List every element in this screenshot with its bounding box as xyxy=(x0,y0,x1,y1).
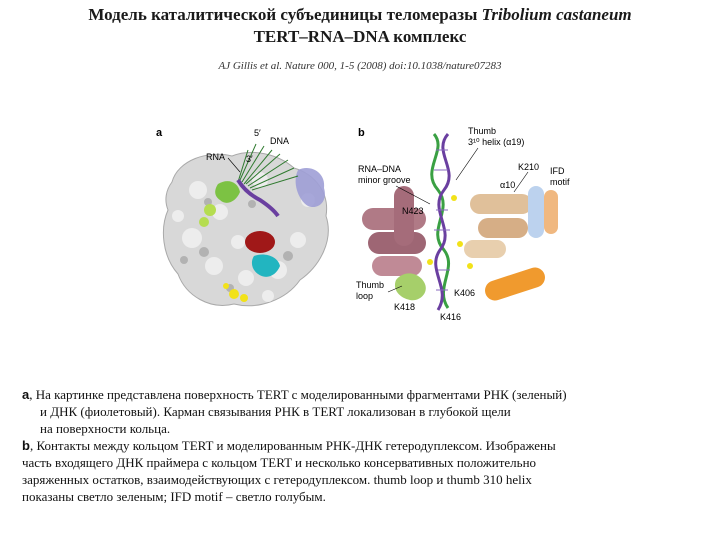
slide-title xyxy=(0,4,720,48)
label-ifd: IFD xyxy=(550,166,565,176)
panel-a xyxy=(156,127,328,306)
title-line-2: TERT–RNA–DNA комплекс xyxy=(253,27,467,46)
label-n423: N423 xyxy=(402,206,424,216)
panel-b-label: b xyxy=(358,127,365,139)
panel-a-label: a xyxy=(156,127,163,139)
caption-b-text: , Контакты между кольцом TERT и моделированным РНК-ДНК гетеродуплексом. Изображены xyxy=(29,438,556,453)
protein-structure-figure xyxy=(148,120,588,330)
label-3prime: 3′ xyxy=(246,154,253,164)
caption-a-text: , На картинке представлена поверхность TERT с моделированными фрагментами РНК (зеленый) xyxy=(29,387,567,402)
label-minor-groove: minor groove xyxy=(358,175,411,185)
label-thumb-loop: Thumb xyxy=(356,280,385,290)
caption-b-line-1 xyxy=(22,437,702,454)
label-k210: K210 xyxy=(518,162,540,172)
ifd-adjacent-helix xyxy=(544,190,558,234)
rna-binding-pocket xyxy=(245,231,275,253)
mauve-helices xyxy=(362,186,426,276)
label-k418: K418 xyxy=(394,302,416,312)
ifd-motif xyxy=(528,186,544,238)
label-rna-dna: RNA–DNA xyxy=(358,164,402,174)
label-5prime: 5′ xyxy=(254,128,261,138)
caption-b-line-2: часть входящего ДНК праймера с кольцом TERT и несколько консервативных положительно xyxy=(22,455,537,470)
title-species: Tribolium castaneum xyxy=(481,5,632,24)
figure-caption xyxy=(22,386,702,505)
title-line-1 xyxy=(0,4,720,26)
label-motif: motif xyxy=(550,177,570,187)
label-thumb: Thumb xyxy=(468,126,497,136)
caption-a-line-3: на поверхности кольца. xyxy=(40,421,171,436)
caption-b-label: b xyxy=(22,438,30,453)
caption-a-line-2: и ДНК (фиолетовый). Карман связывания РНК в TERT локализован в глубокой щели xyxy=(40,404,511,419)
conserved-residues xyxy=(427,195,473,269)
label-loop: loop xyxy=(356,291,374,301)
dna-duplex-purple xyxy=(436,134,449,310)
title-prefix: Модель каталитической субъединицы теломеразы xyxy=(88,5,482,24)
citation: AJ Gillis et al. Nature 000, 1-5 (2008) doi:10.1038/nature07283 xyxy=(218,60,502,72)
tan-helices xyxy=(464,194,532,258)
label-dna: DNA xyxy=(270,136,290,146)
caption-a-line-1 xyxy=(22,386,702,403)
caption-b-line-4: показаны светло зеленым; IFD motif – светло голубым. xyxy=(22,489,326,504)
yellowgreen-patch-2 xyxy=(199,217,209,227)
label-k406: K406 xyxy=(454,288,476,298)
panel-b xyxy=(356,126,570,322)
caption-b-line-3: заряженных остатков, взаимодействующих с гетеродуплексом. thumb loop и thumb 310 helix xyxy=(22,472,532,487)
label-thumb-helix: 3¹⁰ helix (α19) xyxy=(468,137,525,147)
label-k416: K416 xyxy=(440,312,462,322)
label-rna: RNA xyxy=(206,152,226,162)
label-alpha10: α10 xyxy=(500,180,516,190)
yellowgreen-patch xyxy=(204,204,216,216)
caption-a-label: a xyxy=(22,387,30,402)
orange-helix xyxy=(482,265,547,303)
figure-svg xyxy=(148,120,588,330)
